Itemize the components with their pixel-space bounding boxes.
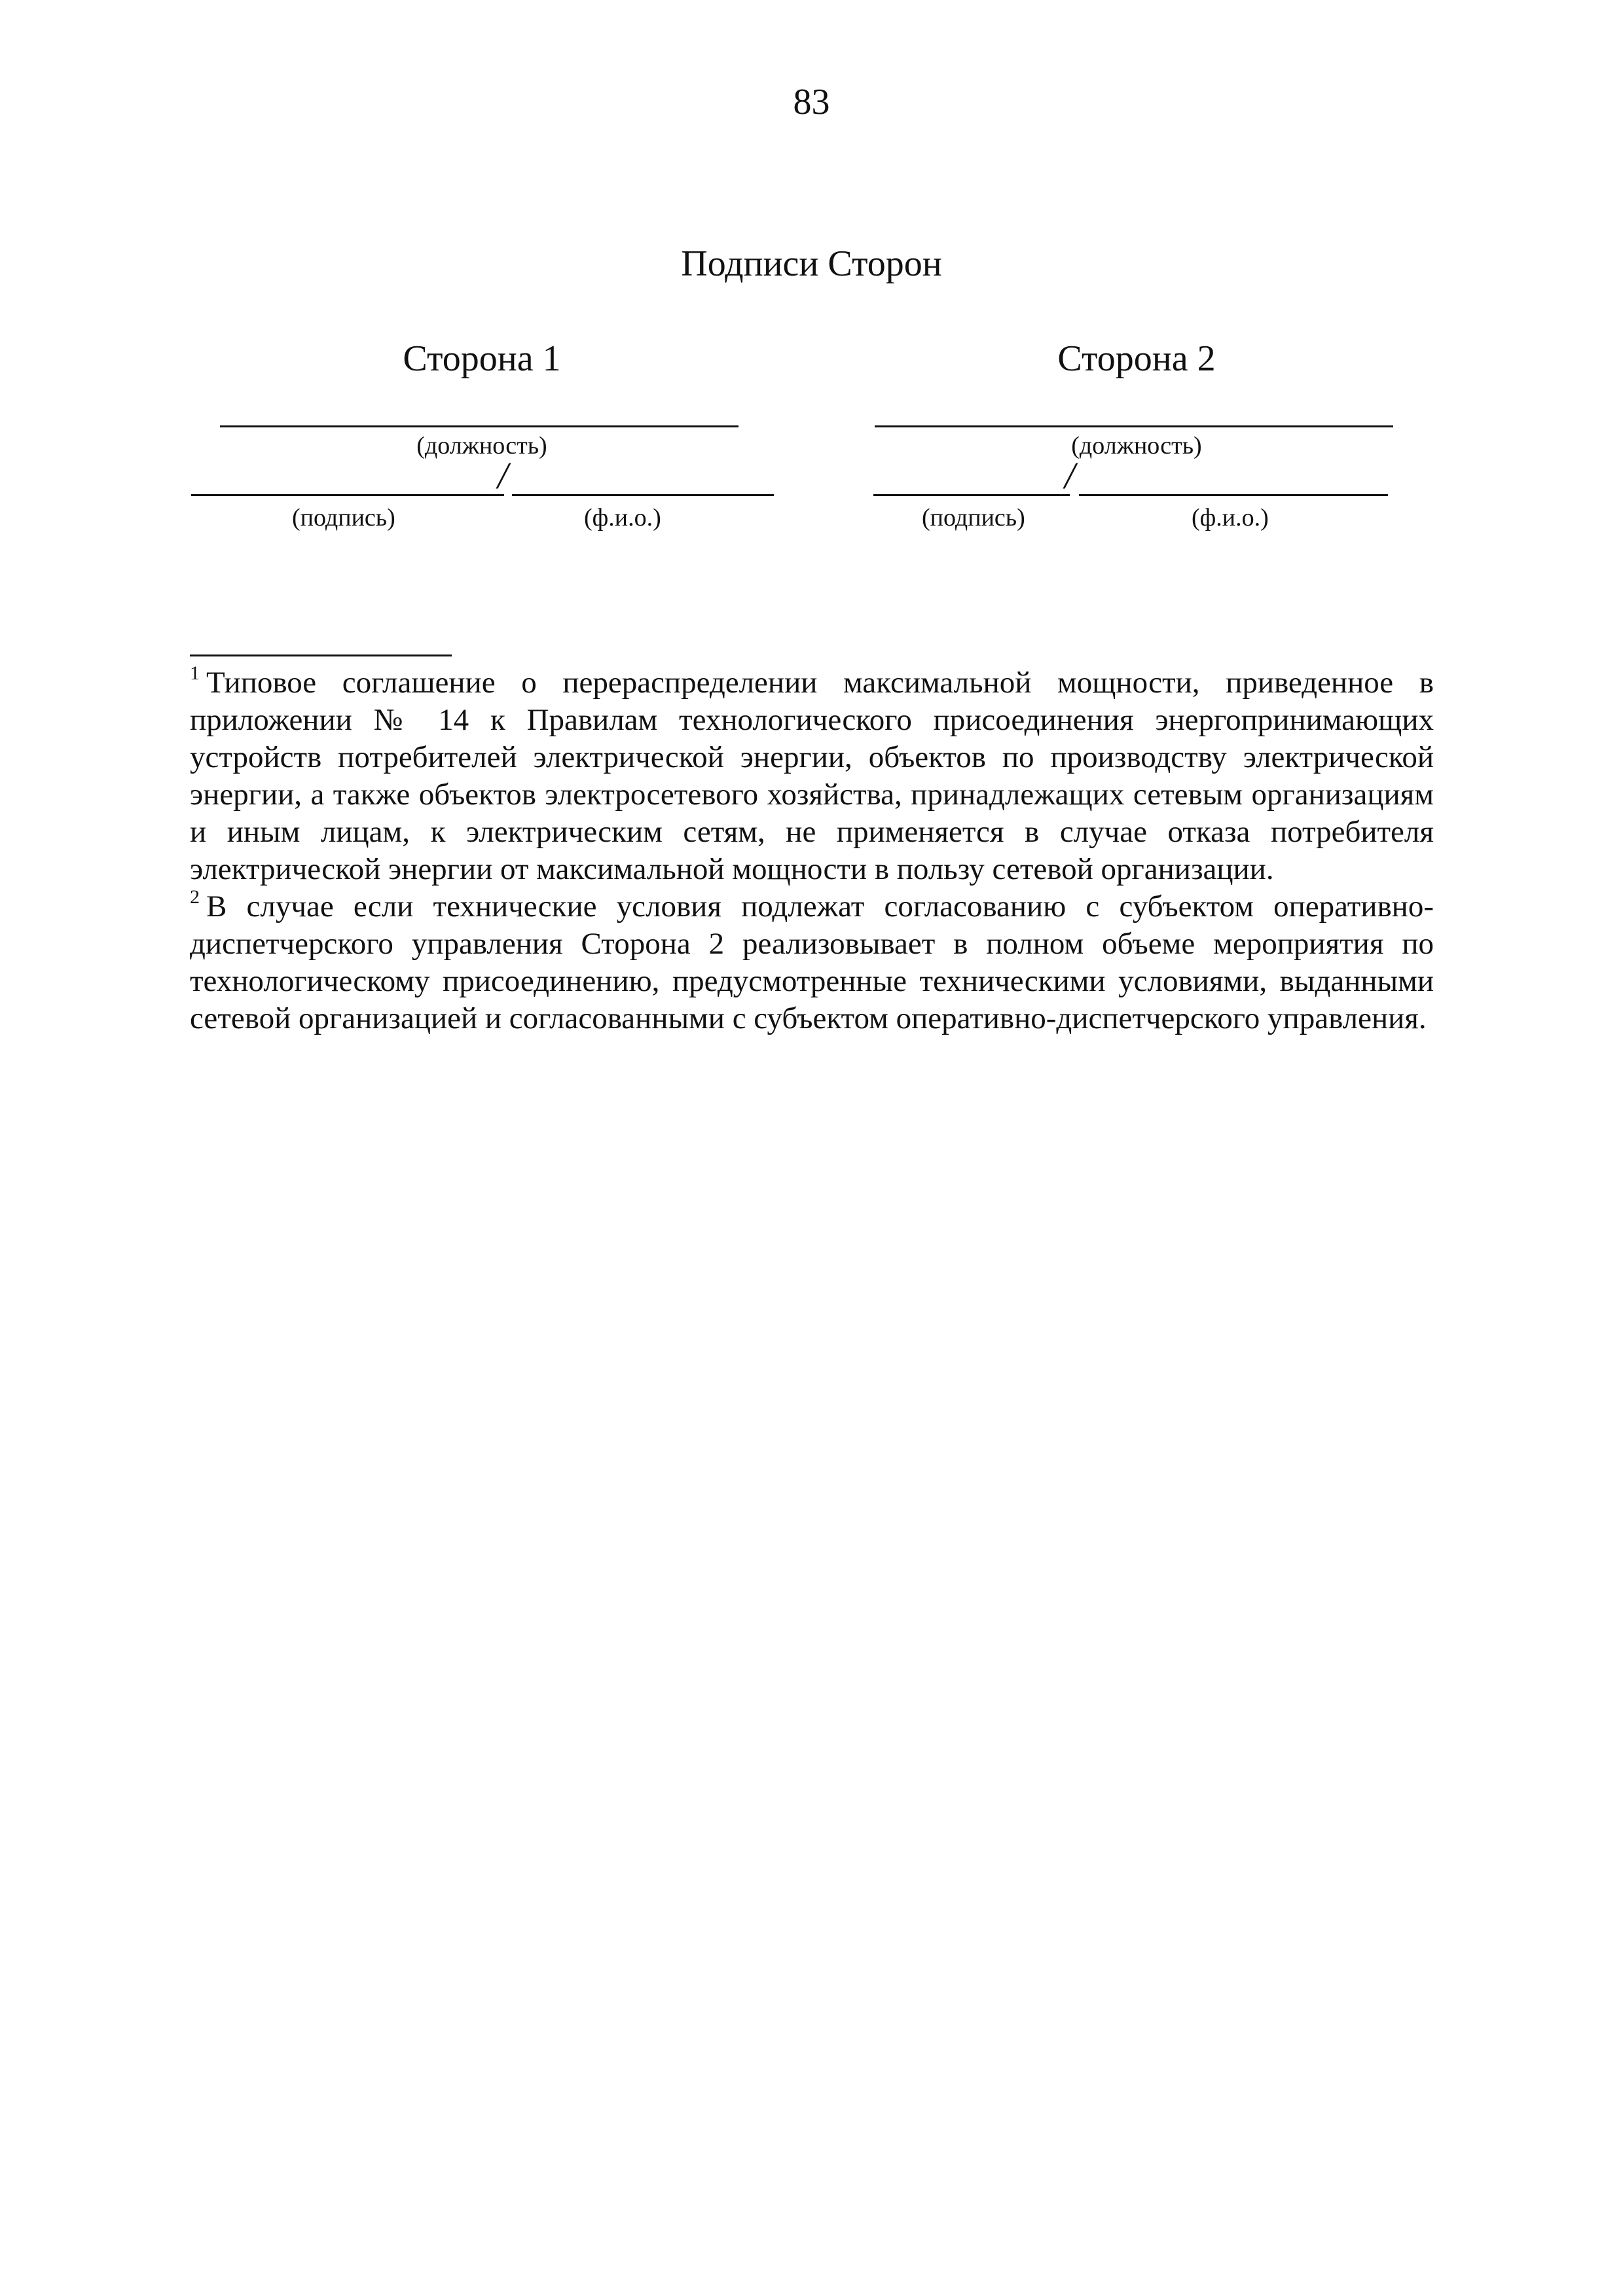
- signatures-title: Подписи Сторон: [681, 243, 942, 284]
- party-1-title: Сторона 1: [403, 338, 561, 379]
- party-1-position-caption: (должность): [416, 432, 547, 459]
- party-2-name-line: [1079, 494, 1388, 496]
- footnote-2-marker: 2: [190, 886, 200, 908]
- party-1-name-line: [512, 494, 774, 496]
- party-2-position-line: [875, 425, 1393, 427]
- party-1-signature-caption: (подпись): [292, 504, 395, 531]
- party-1-position-line: [220, 425, 739, 427]
- party-1-name-caption: (ф.и.о.): [584, 504, 661, 531]
- party-2-name-caption: (ф.и.о.): [1192, 504, 1269, 531]
- party-2-position-caption: (должность): [1071, 432, 1202, 459]
- party-2-slash: /: [1065, 454, 1076, 497]
- footnote-2: [190, 888, 1434, 1037]
- footnote-1-marker: 1: [190, 662, 200, 684]
- footnotes: [190, 664, 1434, 1037]
- party-1-slash: /: [498, 454, 509, 497]
- party-2-signature-block: [875, 340, 1398, 550]
- page-number: 83: [793, 82, 830, 122]
- footnote-separator: [190, 655, 452, 656]
- party-2-title: Сторона 2: [1057, 338, 1216, 379]
- footnote-1-text: Типовое соглашение о перераспределении максимальной мощности, приведенное в приложении № 14 к Правилам технологического присоединения энергопринимающих устройств потребителей электрической энергии, объектов по производству электрической энергии, а также объектов электросетевого хозяйства, принадлежащих сетевым организациям и иным лицам, к электрическим сетям, не применяется в случае отказа потребителя электрической энергии от максимальной мощности в пользу сетевой организации.: [190, 666, 1434, 886]
- footnote-1: [190, 664, 1434, 888]
- party-2-signature-caption: (подпись): [922, 504, 1025, 531]
- party-1-signature-block: [220, 340, 744, 550]
- footnote-2-text: В случае если технические условия подлежат согласованию с субъектом оперативно-диспетчерского управления Сторона 2 реализовывает в полном объеме мероприятия по технологическому присоединению, предусмотренные техническими условиями, выданными сетевой организацией и согласованными с субъектом оперативно-диспетчерского управления.: [190, 889, 1434, 1035]
- party-2-signature-line: [873, 494, 1070, 496]
- party-1-signature-line: [191, 494, 504, 496]
